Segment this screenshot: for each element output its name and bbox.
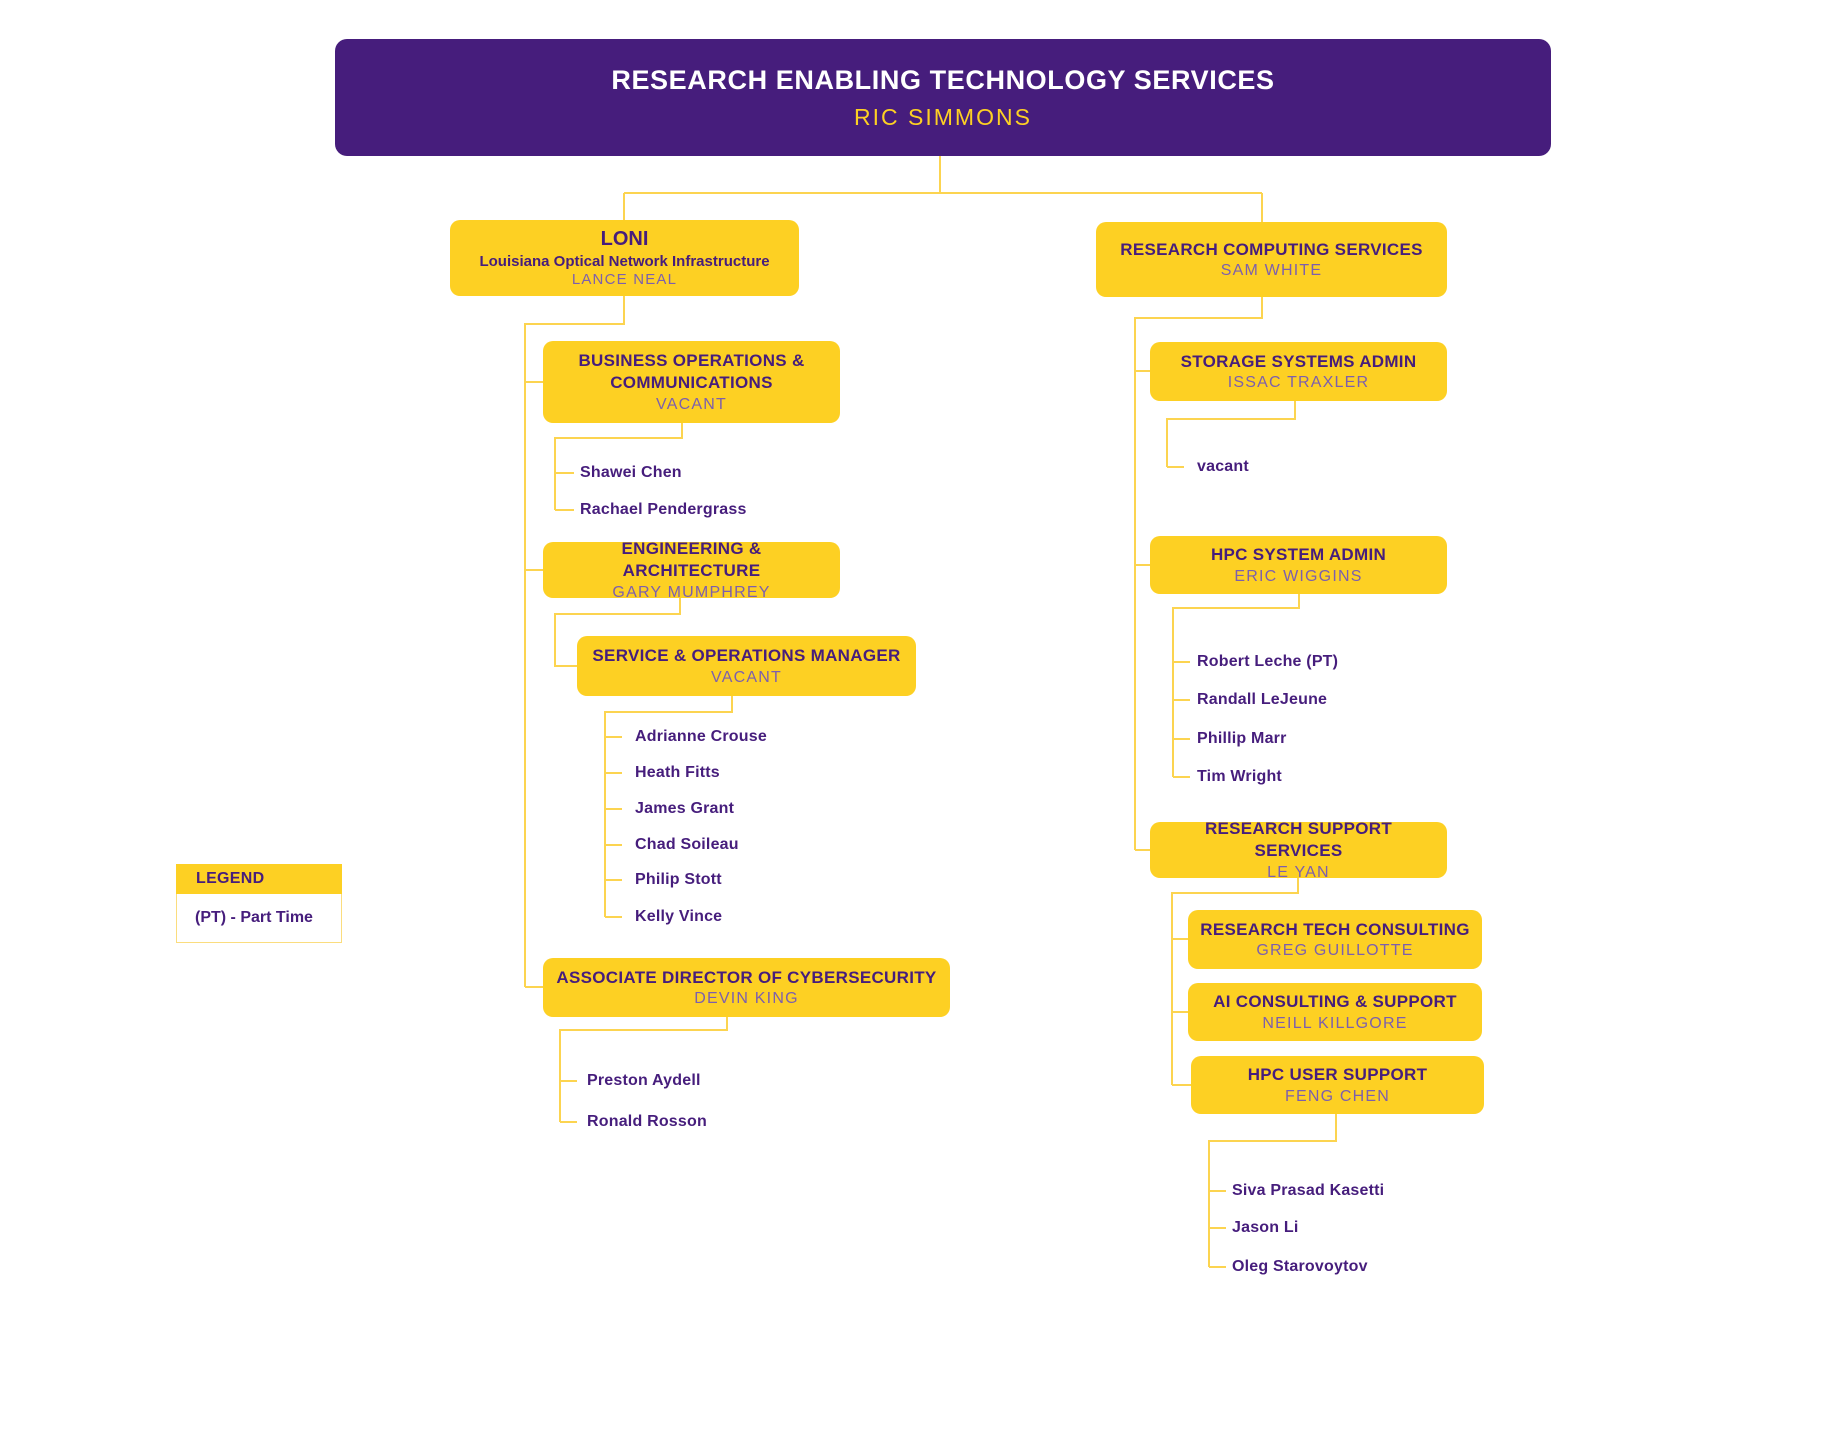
dept-person: VACANT xyxy=(711,668,782,686)
staff-name: Adrianne Crouse xyxy=(635,728,767,745)
dept-title: ENGINEERING & ARCHITECTURE xyxy=(621,539,762,580)
dept-title: HPC SYSTEM ADMIN xyxy=(1210,545,1387,565)
root-title: RESEARCH ENABLING TECHNOLOGY SERVICES xyxy=(611,64,1275,95)
org-box-loni xyxy=(450,220,799,296)
dept-person: VACANT xyxy=(656,395,727,413)
staff-name: Chad Soileau xyxy=(635,836,739,853)
org-box-service-operations-manager xyxy=(577,636,916,696)
dept-title: ASSOCIATE DIRECTOR OF CYBERSECURITY xyxy=(556,967,937,987)
dept-title: RESEARCH TECH CONSULTING xyxy=(1200,919,1470,939)
org-box-research-tech-consulting xyxy=(1188,910,1482,969)
org-box-engineering-architecture xyxy=(543,539,840,601)
dept-title: AI CONSULTING & SUPPORT xyxy=(1213,992,1457,1012)
dept-person: LANCE NEAL xyxy=(571,271,678,288)
dept-person: LE YAN xyxy=(1267,863,1330,881)
staff-name: Oleg Starovoytov xyxy=(1232,1258,1368,1275)
staff-name: Robert Leche (PT) xyxy=(1197,653,1339,670)
org-box-root xyxy=(335,39,1551,156)
org-box-research-computing-services xyxy=(1096,222,1447,297)
dept-subtitle: Louisiana Optical Network Infrastructure xyxy=(479,253,770,270)
staff-name: Kelly Vince xyxy=(635,908,723,925)
dept-person: FENG CHEN xyxy=(1284,1087,1391,1105)
root-person: RIC SIMMONS xyxy=(854,103,1032,130)
dept-person: ISSAC TRAXLER xyxy=(1227,374,1370,392)
staff-name: Jason Li xyxy=(1232,1219,1299,1236)
org-box-research-support-services xyxy=(1150,819,1447,881)
staff-name: Randall LeJeune xyxy=(1197,691,1328,708)
org-box-hpc-user-support xyxy=(1191,1056,1484,1114)
org-box-ai-consulting-support xyxy=(1188,983,1482,1041)
dept-person: DEVIN KING xyxy=(694,990,799,1008)
staff-name: Tim Wright xyxy=(1197,768,1282,785)
org-box-storage-systems-admin xyxy=(1150,342,1447,401)
staff-name: Phillip Marr xyxy=(1197,730,1287,747)
dept-person: SAM WHITE xyxy=(1220,262,1323,280)
dept-person: NEILL KILLGORE xyxy=(1262,1014,1408,1032)
dept-title: RESEARCH SUPPORT SERVICES xyxy=(1204,819,1393,860)
dept-title: RESEARCH COMPUTING SERVICES xyxy=(1120,239,1423,259)
legend-note: (PT) - Part Time xyxy=(176,894,342,943)
dept-title: BUSINESS OPERATIONS & COMMUNICATIONS xyxy=(578,351,805,392)
staff-name: Rachael Pendergrass xyxy=(580,501,747,518)
staff-name: vacant xyxy=(1197,458,1249,475)
staff-name: Preston Aydell xyxy=(587,1072,701,1089)
staff-name: Philip Stott xyxy=(635,871,722,888)
staff-name: Ronald Rosson xyxy=(587,1113,707,1130)
dept-title: LONI xyxy=(600,228,649,250)
org-box-business-operations xyxy=(543,341,840,423)
dept-title: STORAGE SYSTEMS ADMIN xyxy=(1180,351,1417,371)
dept-person: ERIC WIGGINS xyxy=(1234,567,1363,585)
dept-person: GREG GUILLOTTE xyxy=(1256,942,1414,960)
org-box-hpc-system-admin xyxy=(1150,536,1447,594)
dept-person: GARY MUMPHREY xyxy=(612,583,771,601)
staff-name: Heath Fitts xyxy=(635,764,720,781)
staff-name: James Grant xyxy=(635,800,735,817)
org-box-cybersecurity xyxy=(543,958,950,1017)
dept-title: SERVICE & OPERATIONS MANAGER xyxy=(592,646,901,666)
dept-title: HPC USER SUPPORT xyxy=(1247,1065,1428,1085)
staff-name: Siva Prasad Kasetti xyxy=(1232,1182,1385,1199)
staff-name: Shawei Chen xyxy=(580,464,682,481)
legend-title: LEGEND xyxy=(176,864,342,894)
